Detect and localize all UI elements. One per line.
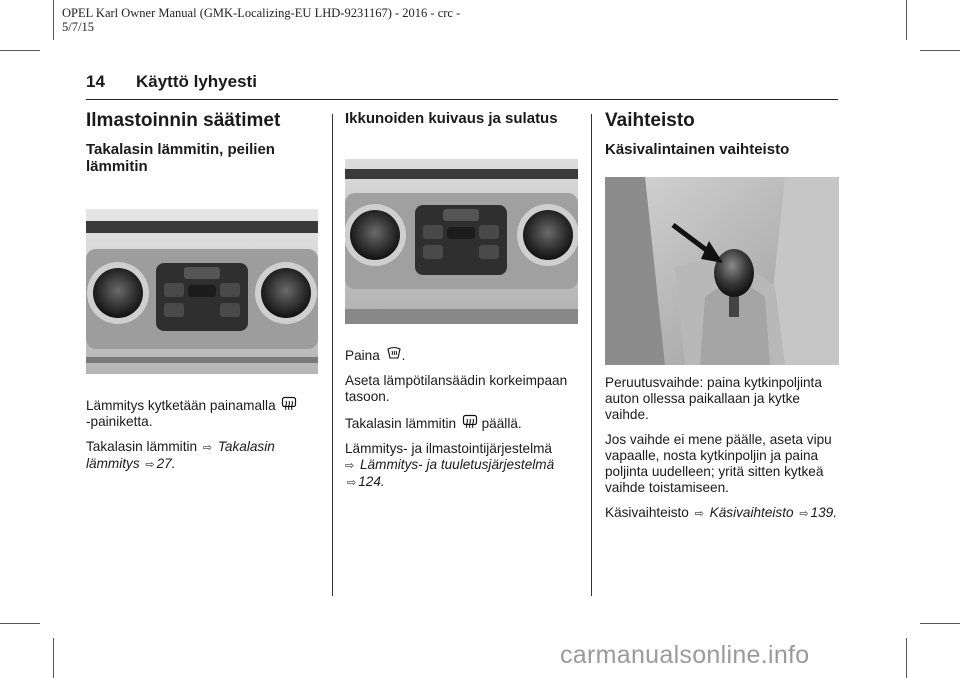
reference-arrow-icon: ⇨	[799, 508, 809, 520]
paragraph-rear-heater-on	[345, 414, 578, 432]
watermark: carmanualsonline.info	[560, 641, 810, 669]
page-reference[interactable]: 139.	[810, 505, 837, 520]
paragraph-climate-system-ref	[345, 441, 578, 491]
crop-mark	[906, 638, 907, 678]
rear-window-heater-icon	[462, 414, 478, 430]
crop-mark	[906, 0, 907, 40]
reference-arrow-icon: ⇨	[202, 442, 213, 454]
paragraph-reverse-gear: Peruutusvaihde: paina kytkinpoljinta auton ollessa paikallaan ja kytke vaihde.	[605, 375, 822, 422]
column-climate-controls	[86, 110, 318, 482]
page-heading	[86, 70, 838, 100]
text: Lämmitys kytketään painamalla	[86, 398, 276, 413]
crop-mark	[0, 623, 40, 624]
crop-mark	[920, 50, 960, 51]
column-divider	[591, 114, 592, 596]
rear-window-heater-icon	[281, 396, 297, 412]
paragraph-press-defrost	[345, 346, 578, 364]
column-defrost	[345, 110, 578, 500]
text: Takalasin lämmitin	[86, 439, 198, 454]
page-reference[interactable]: 27.	[156, 456, 176, 471]
section-title: Käyttö lyhyesti	[136, 72, 257, 91]
reference-arrow-icon: ⇨	[694, 508, 704, 520]
paragraph-temperature: Aseta lämpötilansäädin korkeimpaan tasoon.	[345, 373, 568, 404]
text: Takalasin lämmitin	[345, 416, 457, 431]
heading-climate-controls: Ilmastoinnin säätimet	[86, 110, 281, 131]
text: -painiketta.	[86, 414, 153, 429]
crop-mark	[920, 623, 960, 624]
heading-transmission: Vaihteisto	[605, 110, 695, 131]
climate-control-panel-photo	[345, 159, 578, 324]
heading-defrost: Ikkunoiden kuivaus ja sulatus	[345, 110, 558, 127]
print-header	[62, 6, 460, 34]
paragraph-heating-on	[86, 396, 318, 430]
windscreen-defrost-icon	[386, 346, 402, 362]
text: Käsivaihteisto	[605, 505, 689, 520]
column-transmission	[605, 110, 839, 531]
paragraph-manual-transmission-ref	[605, 505, 839, 522]
text: Paina	[345, 348, 380, 363]
page-number: 14	[86, 72, 105, 91]
climate-control-panel-photo	[86, 209, 318, 374]
gear-lever-photo	[605, 177, 839, 365]
subheading-rear-window-heater: Takalasin lämmitin, peilien lämmitin	[86, 141, 275, 175]
link-manual-transmission[interactable]: Käsivaihteisto	[709, 505, 794, 520]
crop-mark	[0, 50, 40, 51]
column-divider	[332, 114, 333, 596]
print-header-line2: 5/7/15	[62, 20, 94, 34]
text: päällä.	[481, 416, 522, 431]
link-rear-window-heating[interactable]: Takalasin lämmitys	[86, 439, 275, 471]
reference-arrow-icon: ⇨	[347, 477, 357, 489]
paragraph-rear-heater-ref	[86, 439, 318, 473]
print-header-line1: OPEL Karl Owner Manual (GMK-Localizing-EU LHD-9231167) - 2016 - crc -	[62, 6, 461, 20]
text: Lämmitys- ja ilmastointijärjestelmä	[345, 441, 552, 456]
text: .	[401, 348, 406, 363]
crop-mark	[53, 0, 54, 40]
page-reference[interactable]: 124.	[358, 474, 385, 489]
subheading-manual-transmission: Käsivalintainen vaihteisto	[605, 141, 790, 158]
reference-arrow-icon: ⇨	[145, 459, 155, 471]
crop-mark	[53, 638, 54, 678]
link-heating-ventilation[interactable]: Lämmitys- ja tuuletusjärjestelmä	[360, 457, 555, 472]
reference-arrow-icon: ⇨	[345, 460, 355, 472]
paragraph-gear-not-engaging: Jos vaihde ei mene päälle, aseta vipu vapaalle, nosta kytkinpoljin ja paina poljinta uudelleen; yritä sitten kytkeä vaihde toistamiseen.	[605, 432, 832, 495]
